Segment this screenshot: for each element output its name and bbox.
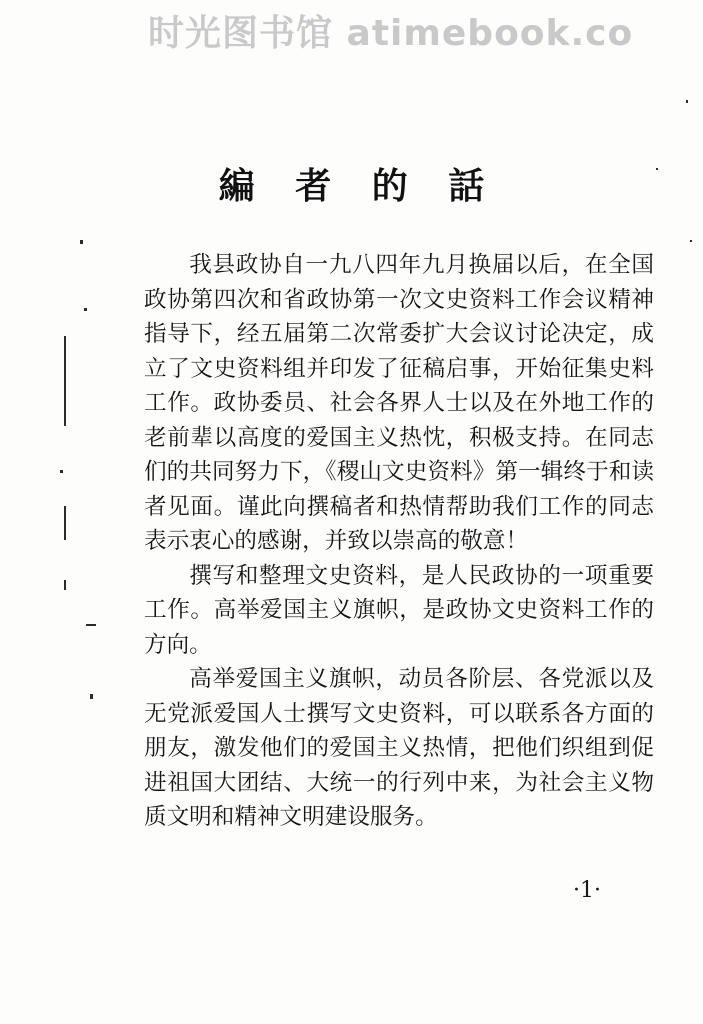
paragraph-2: 撰写和整理文史资料，是人民政协的一项重要工作。高举爱国主义旗帜，是政协文史资料工作的方向。 <box>144 562 654 658</box>
scan-streak <box>64 336 66 426</box>
page-title: 編 者 的 話 <box>218 165 499 207</box>
scan-speck <box>686 100 688 103</box>
scan-speck <box>84 308 87 311</box>
watermark: 时光图书馆 atimebook.co <box>148 13 634 54</box>
scan-speck <box>60 470 63 473</box>
scan-speck <box>64 580 66 590</box>
page-number: ·1· <box>573 878 601 903</box>
body-text <box>144 248 654 835</box>
paragraph-3: 高举爱国主义旗帜，动员各阶层、各党派以及无党派爱国人士撰写文史资料，可以联系各方面的朋友，激发他们的爱国主义热情，把他们织组到促进祖国大团结、大统一的行列中来，为社会主义物质文明和精神文明建设服务。 <box>144 666 654 830</box>
scan-streak <box>64 506 66 540</box>
scan-dash <box>86 624 96 626</box>
scan-speck <box>90 694 93 699</box>
scan-speck <box>656 168 658 170</box>
paragraph-1: 我县政协自一九八四年九月换届以后，在全国政协第四次和省政协第一次文史资料工作会议精神指导下，经五届第二次常委扩大会议讨论决定，成立了文史资料组并印发了征稿启事，开始征集史料工作。政协委员、社会各界人士以及在外地工作的老前辈以高度的爱国主义热忱，积极支持。在同志们的共同努力下，《稷山文史资料》第一辑终于和读者见面。谨此向撰稿者和热情帮助我们工作的同志表示衷心的感谢，并致以崇高的敬意！ <box>144 252 654 554</box>
scan-speck <box>80 240 83 244</box>
scan-speck <box>690 240 692 242</box>
